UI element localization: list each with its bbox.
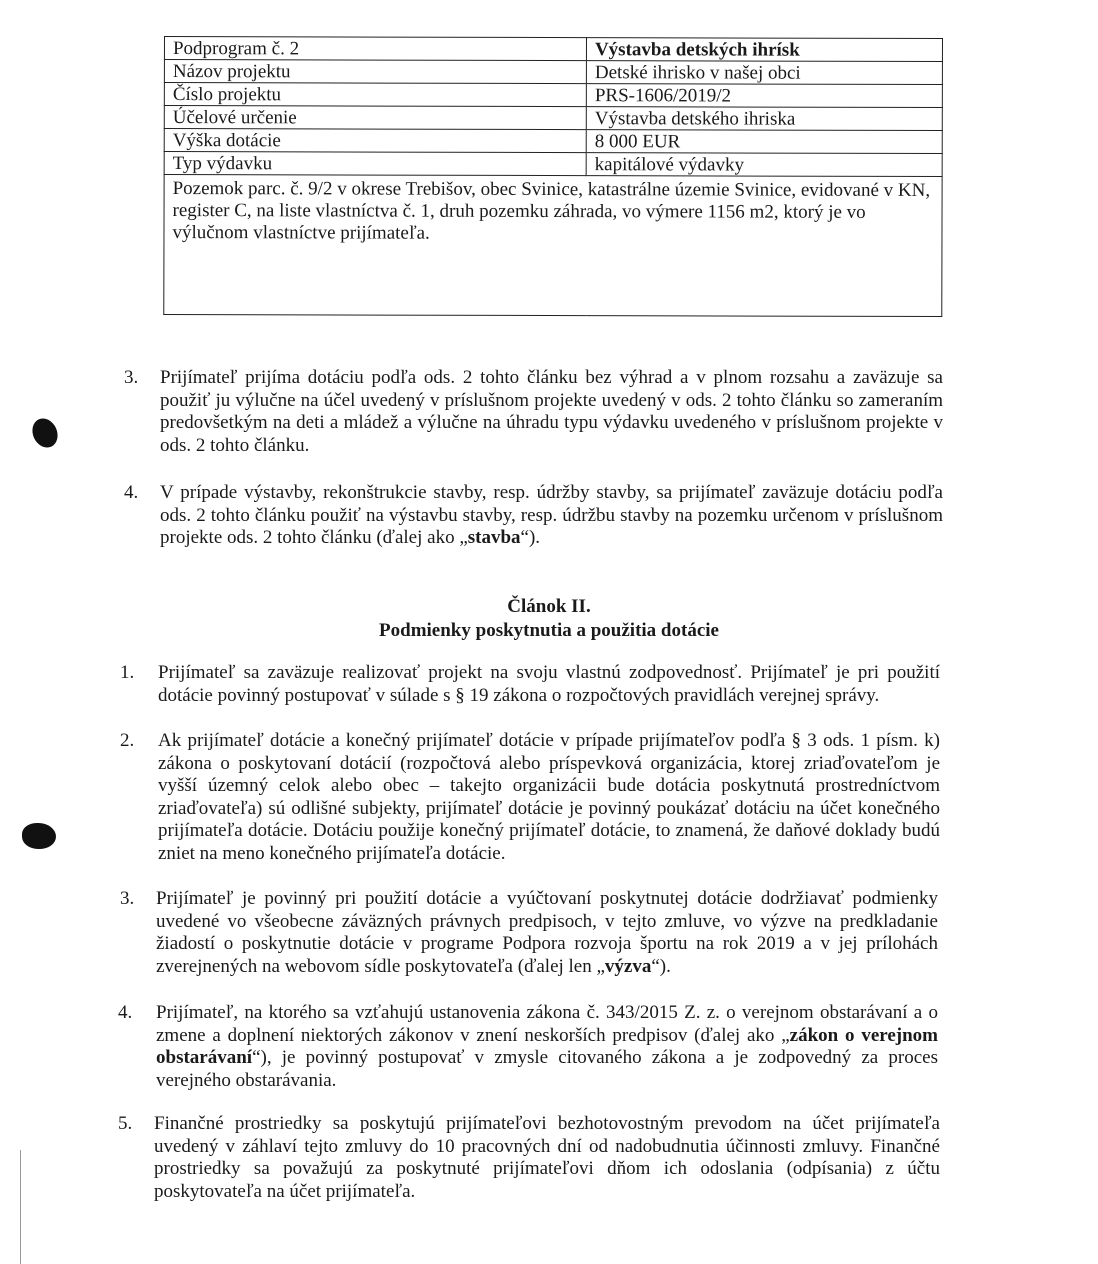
paragraph-number: 3.: [124, 367, 139, 388]
paragraph-text: Prijímateľ prijíma dotáciu podľa ods. 2 tohto článku bez výhrad a v plnom rozsahu a zaväzuje sa použiť ju výlučne na účel uvedený v príslušnom projekte uvedený v ods. 2 tohto článku so zameraním predovšetkým na deti a mládež a výlučne na úhradu typu výdavku uvedeného v príslušnom projekte v ods. 2 tohto článku.: [160, 367, 943, 456]
defined-term: zákon o verejnom obstarávaní: [156, 1024, 938, 1068]
table-row: [164, 175, 942, 317]
defined-term: výzva: [604, 955, 652, 977]
table-row: [164, 106, 942, 131]
text-span: Prijímateľ, na ktorého sa vzťahujú ustanovenia zákona č. 343/2015 Z. z. o verejnom obstarávaní a o zmene a doplnení niektorých zákonov v znení neskorších predpisov (ďalej ako „: [156, 1002, 938, 1046]
table-row: [164, 152, 942, 177]
text-span: V prípade výstavby, rekonštrukcie stavby, resp. údržby stavby, sa prijímateľ zaväzuje dotáciu podľa ods. 2 tohto článku použiť na výstavbu stavby, resp. údržbu stavby na pozemku určenom v príslušnom projekte ods. 2 tohto článku (ďalej ako „: [160, 482, 943, 548]
table-value: 8 000 EUR: [586, 130, 942, 154]
paragraph-text: Prijímateľ sa zaväzuje realizovať projekt na svoju vlastnú zodpovednosť. Prijímateľ je pri použití dotácie povinný postupovať v súlade s § 19 zákona o rozpočtových pravidlách verejnej správy.: [158, 662, 940, 706]
punch-hole-mark: [28, 414, 62, 451]
table-label: Typ výdavku: [164, 152, 586, 176]
project-info-table: [163, 36, 943, 317]
paragraph-text: [156, 888, 938, 978]
table-value: kapitálové výdavky: [586, 153, 942, 177]
punch-hole-mark: [22, 823, 56, 849]
table-label: Číslo projektu: [164, 83, 586, 107]
table-value: Detské ihrisko v našej obci: [586, 61, 942, 85]
table-label: Podprogram č. 2: [164, 37, 586, 61]
paragraph-number: 4.: [124, 482, 139, 503]
paragraph-text: [160, 482, 943, 550]
paragraph-number: 1.: [120, 662, 135, 683]
text-span: “), je povinný postupovať v zmysle citovaného zákona a je zodpovedný za proces verejného obstarávania.: [156, 1047, 938, 1091]
land-description: Pozemok parc. č. 9/2 v okrese Trebišov, obec Svinice, katastrálne územie Svinice, evidované v KN, register C, na liste vlastníctva č. 1, druh pozemku záhrada, vo výmere 1156 m2, ktorý je vo výlučnom vlastníctve prijímateľa.: [164, 175, 942, 317]
table-label: Výška dotácie: [164, 129, 586, 153]
paragraph-number: 5.: [118, 1113, 133, 1134]
paragraph-number: 4.: [118, 1002, 133, 1023]
table-row: [164, 37, 942, 62]
article-subtitle: Podmienky poskytnutia a použitia dotácie: [379, 620, 719, 641]
table-value: PRS-1606/2019/2: [586, 84, 942, 108]
text-span: “).: [651, 955, 671, 977]
paragraph-text: Finančné prostriedky sa poskytujú prijímateľovi bezhotovostným prevodom na účet prijímateľa uvedený v záhlaví tejto zmluvy do 10 pracovných dní od nadobudnutia účinnosti zmluvy. Finančné prostriedky sa považujú za poskytnuté prijímateľovi dňom ich odoslania (odpísania) z účtu poskytovateľa na účet prijímateľa.: [154, 1113, 940, 1202]
paragraph-number: 3.: [120, 888, 135, 909]
paragraph-text: [156, 1002, 938, 1092]
table-row: [164, 60, 942, 85]
table-row: [164, 83, 942, 108]
table-label: Účelové určenie: [164, 106, 586, 130]
table-value: Výstavba detských ihrísk: [586, 38, 942, 62]
table-label: Názov projektu: [164, 60, 586, 84]
defined-term: stavba: [467, 527, 521, 548]
article-title: Článok II.: [507, 596, 591, 617]
paragraph-text: Ak prijímateľ dotácie a konečný prijímateľ dotácie v prípade prijímateľov podľa § 3 ods. 1 písm. k) zákona o poskytovaní dotácií (rozpočtová alebo príspevková organizácia, ktorej zriaďovateľom je vyšší územný celok alebo obec – takejto organizácii bude dotácia poskytnutá prostredníctvom zriaďovateľa) sú odlišné subjekty, prijímateľ dotácie je povinný poukázať dotáciu na účet konečného prijímateľa dotácie. Dotáciu použije konečný prijímateľ dotácie, to znamená, že daňové doklady budú zniet na meno konečného prijímateľa dotácie.: [158, 730, 940, 864]
paragraph-number: 2.: [120, 730, 135, 751]
table-value: Výstavba detského ihriska: [586, 107, 942, 131]
text-span: “).: [520, 527, 541, 548]
text-span: Prijímateľ je povinný pri použití dotácie a vyúčtovaní poskytnutej dotácie dodržiavať podmienky uvedené vo všeobecne záväzných právnych predpisoch, v tejto zmluve, vo výzve na predkladanie žiadostí o poskytnutie dotácie v programe Podpora rozvoja športu na rok 2019 a v jej prílohách zverejnených na webovom sídle poskytovateľa (ďalej len „: [156, 888, 938, 977]
scan-edge-line: [20, 1150, 21, 1264]
table-row: [164, 129, 942, 154]
